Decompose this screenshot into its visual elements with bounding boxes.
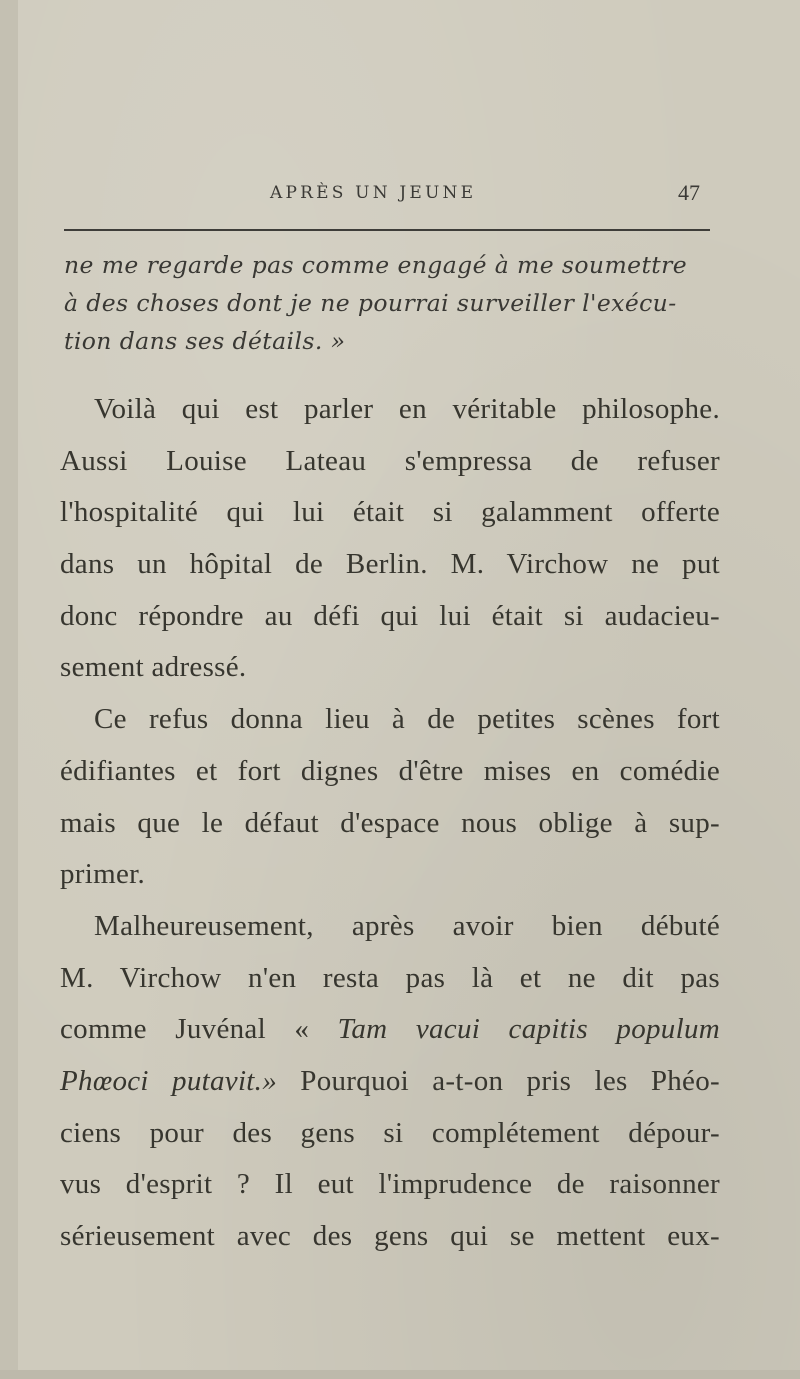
text-segment: comme Juvénal «: [60, 1013, 310, 1046]
text-line: Ce refus donna lieu à de petites scènes fort: [94, 703, 720, 736]
text-line: dans un hôpital de Berlin. M. Virchow ne put: [60, 548, 720, 581]
quote-line: ne me regarde pas comme engagé à me soumettre: [64, 251, 688, 279]
quote-line: tion dans ses détails. »: [64, 327, 346, 355]
latin-quote: Tam vacui capitis populum: [337, 1013, 720, 1046]
text-line: sérieusement avec des gens qui se mettent eux-: [60, 1220, 720, 1252]
header-rule: [64, 229, 710, 231]
text-segment: Pourquoi a-t-on pris les Phéo-: [300, 1064, 720, 1097]
text-line: donc répondre au défi qui lui était si audacieu-: [60, 599, 720, 632]
text-line: Aussi Louise Lateau s'empressa de refuser: [60, 444, 720, 477]
scan-bottom-margin: [0, 1370, 800, 1379]
latin-quote: Phœoci putavit.»: [60, 1064, 278, 1097]
text-line: mais que le défaut d'espace nous oblige à sup-: [60, 806, 720, 839]
text-line: M. Virchow n'en resta pas là et ne dit pas: [60, 961, 720, 994]
scan-left-margin: [0, 0, 18, 1379]
text-line: Voilà qui est parler en véritable philosophe.: [94, 393, 720, 425]
running-title: APRÈS UN JEUNE: [270, 183, 477, 203]
quotation-block: [64, 246, 714, 360]
body-text: [60, 384, 720, 1263]
page-header: [18, 178, 800, 208]
text-line: édifiantes et fort dignes d'être mises en comédie: [60, 754, 720, 787]
quote-line: à des choses dont je ne pourrai surveiller l'exécu-: [64, 289, 677, 317]
text-line: vus d'esprit ? Il eut l'imprudence de raisonner: [60, 1168, 720, 1201]
text-line: l'hospitalité qui lui était si galamment offerte: [60, 496, 720, 529]
page-number: 47: [678, 180, 700, 205]
text-line: sement adressé.: [60, 651, 247, 684]
book-page: [18, 0, 800, 1370]
text-line-with-italic: [60, 1056, 720, 1108]
text-line-with-italic: [60, 1004, 720, 1056]
text-line: primer.: [60, 858, 146, 891]
text-line: Malheureusement, après avoir bien débuté: [94, 909, 720, 942]
text-line: ciens pour des gens si complétement dépour-: [60, 1116, 720, 1149]
